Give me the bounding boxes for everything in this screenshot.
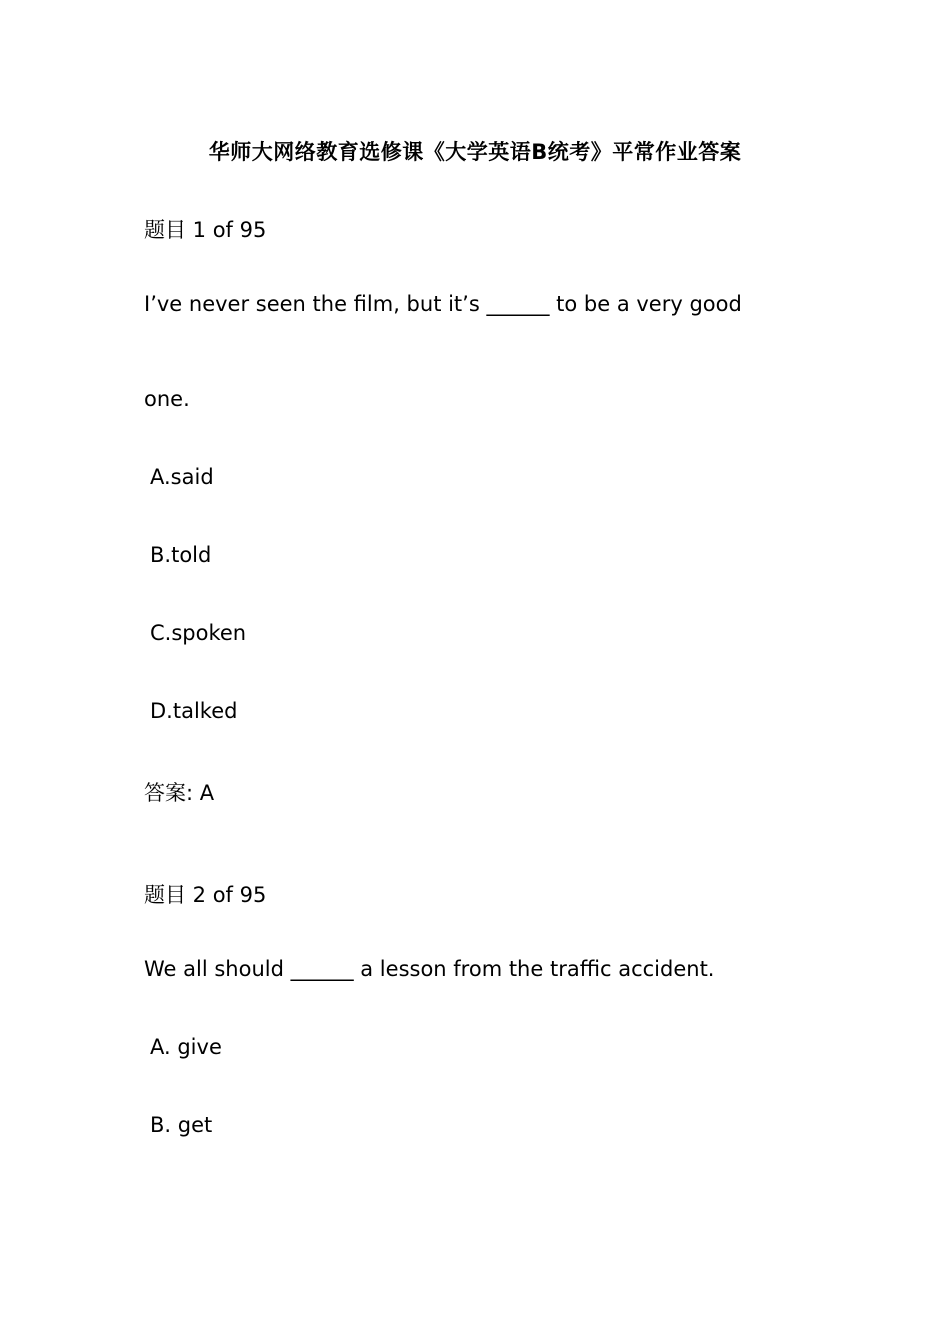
question-2-option-a: A. give (150, 1035, 222, 1059)
document-title: 华师大网络教育选修课《大学英语B统考》平常作业答案 (208, 140, 742, 164)
question-1-header: 题目 1 of 95 (144, 218, 267, 242)
question-1-option-d: D.talked (150, 699, 238, 723)
question-1-option-c: C.spoken (150, 621, 247, 645)
question-2-header: 题目 2 of 95 (144, 883, 267, 907)
question-1-stem-line-2: one. (144, 387, 190, 411)
question-1-option-b: B.told (150, 543, 212, 567)
question-2-stem-line-1: We all should ______ a lesson from the traffic accident. (144, 957, 715, 981)
question-2-option-b: B. get (150, 1113, 213, 1137)
question-1-answer: 答案: A (144, 781, 215, 805)
question-1-option-a: A.said (150, 465, 214, 489)
question-1-stem-line-1: I’ve never seen the film, but it’s ______ to be a very good (144, 292, 742, 316)
